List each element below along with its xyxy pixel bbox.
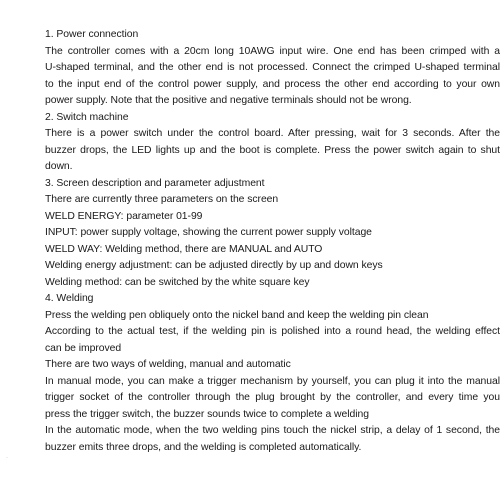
heading-screen-description: 3. Screen description and parameter adjustment xyxy=(45,177,265,189)
text-line: buzzer emits three drops, and the welding is completed automatically. xyxy=(45,441,362,453)
text-line: power supply. Note that the positive and negative terminals should not be wrong. xyxy=(45,95,412,106)
text-line: U-shaped terminal, and the other end is not processed. Connect the crimped U-shaped terminal xyxy=(45,62,500,73)
heading-welding: 4. Welding xyxy=(45,293,94,304)
text-line: In the automatic mode, when the two welding pins touch the nickel strip, a delay of 1 second, the xyxy=(45,425,500,436)
text-line: In manual mode, you can make a trigger mechanism by yourself, you can plug it into the manual xyxy=(45,375,500,387)
heading-power-connection: 1. Power connection xyxy=(45,29,139,40)
text-line: There are two ways of welding, manual and automatic xyxy=(45,359,291,370)
text-line: WELD WAY: Welding method, there are MANUAL and AUTO xyxy=(45,243,323,255)
margin-mark: · xyxy=(6,455,8,461)
text-line: trigger socket of the controller through the plug brought by the controller, and every time you xyxy=(45,392,500,403)
text-line: INPUT: power supply voltage, showing the current power supply voltage xyxy=(45,227,372,238)
text-line: According to the actual test, if the welding pin is polished into a round head, the welding effect xyxy=(45,326,500,337)
text-line: The controller comes with a 20cm long 10AWG input wire. One end has been crimped with a xyxy=(45,45,500,57)
text-line: Welding energy adjustment: can be adjusted directly by up and down keys xyxy=(45,260,383,271)
heading-switch-machine: 2. Switch machine xyxy=(45,111,129,123)
text-line: down. xyxy=(45,161,73,172)
instructions-document xyxy=(45,27,500,456)
text-line: to the input end of the control power supply, and process the other end according to your own xyxy=(45,78,500,90)
text-line: There are currently three parameters on the screen xyxy=(45,194,279,205)
text-line: There is a power switch under the control board. After pressing, wait for 3 seconds. After the xyxy=(45,128,500,139)
text-line: can be improved xyxy=(45,342,122,354)
text-line: buzzer drops, the LED lights up and the boot is complete. Press the power switch again to shut xyxy=(45,144,500,156)
text-line: WELD ENERGY: parameter 01-99 xyxy=(45,210,203,222)
text-line: Welding method: can be switched by the white square key xyxy=(45,276,310,288)
text-line: press the trigger switch, the buzzer sounds twice to complete a welding xyxy=(45,408,369,420)
text-line: Press the welding pen obliquely onto the nickel band and keep the welding pin clean xyxy=(45,309,429,321)
